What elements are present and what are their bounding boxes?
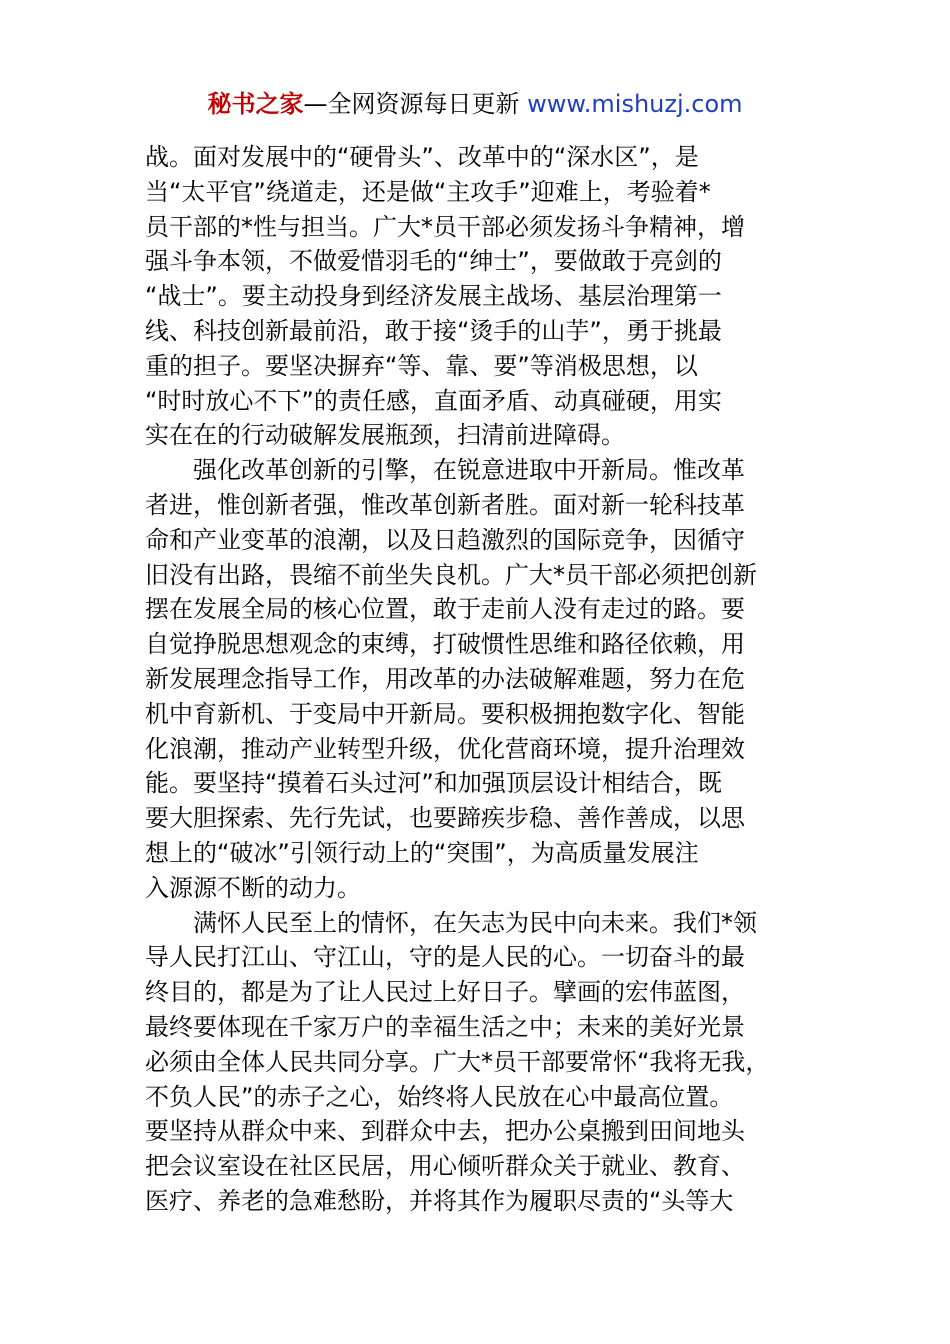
text-line: 终目的，都是为了让人民过上好日子。擘画的宏伟蓝图，	[145, 978, 745, 1007]
text-line: 命和产业变革的浪潮，以及日趋激烈的国际竞争，因循守	[145, 525, 745, 554]
text-line: 强化改革创新的引擎，在锐意进取中开新局。惟改革	[193, 456, 745, 485]
text-line: 不负人民”的赤子之心，始终将人民放在心中最高位置。	[145, 1082, 734, 1111]
text-line: 实在在的行动破解发展瓶颈，扫清前进障碍。	[145, 421, 625, 450]
text-line: 能。要坚持“摸着石头过河”和加强顶层设计相结合，既	[145, 769, 722, 798]
text-line: 当“太平官”绕道走，还是做“主攻手”迎难上，考验着*	[145, 177, 711, 206]
text-line: 满怀人民至上的情怀，在矢志为民中向未来。我们*领	[193, 908, 757, 937]
text-line: 新发展理念指导工作，用改革的办法破解难题，努力在危	[145, 664, 745, 693]
text-line: 必须由全体人民共同分享。广大*员干部要常怀“我将无我，	[145, 1047, 770, 1076]
brand-name: 秘书之家	[207, 90, 304, 118]
text-line: 者进，惟创新者强，惟改革创新者胜。面对新一轮科技革	[145, 490, 745, 519]
document-body	[145, 140, 805, 1219]
text-line: 战。面对发展中的“硬骨头”、改革中的“深水区”，是	[145, 143, 699, 171]
text-line: 旧没有出路，畏缩不前坐失良机。广大*员干部必须把创新	[145, 560, 757, 589]
text-line: 摆在发展全局的核心位置，敢于走前人没有走过的路。要	[145, 595, 745, 624]
text-line: 自觉挣脱思想观念的束缚，打破惯性思维和路径依赖，用	[145, 630, 745, 659]
text-line: 线、科技创新最前沿，敢于接“烫手的山芋”，勇于挑最	[145, 316, 722, 345]
header-tagline: —全网资源每日更新	[303, 90, 528, 118]
text-line: 想上的“破冰”引领行动上的“突围”，为高质量发展注	[145, 838, 699, 867]
page-header	[0, 88, 950, 120]
text-line: 机中育新机、于变局中开新局。要积极拥抱数字化、智能	[145, 699, 745, 728]
text-line: 重的担子。要坚决摒弃“等、靠、要”等消极思想，以	[145, 351, 698, 380]
text-line: 最终要体现在千家万户的幸福生活之中；未来的美好光景	[145, 1012, 745, 1041]
text-line: 把会议室设在社区民居，用心倾听群众关于就业、教育、	[145, 1152, 745, 1181]
text-line: 导人民打江山、守江山，守的是人民的心。一切奋斗的最	[145, 943, 745, 972]
text-line: “时时放心不下”的责任感，直面矛盾、动真碰硬，用实	[145, 386, 722, 415]
text-line: 入源源不断的动力。	[145, 873, 361, 902]
text-line: 医疗、养老的急难愁盼，并将其作为履职尽责的“头等大	[145, 1186, 734, 1215]
text-line: 强斗争本领，不做爱惜羽毛的“绅士”，要做敢于亮剑的	[145, 247, 722, 276]
text-line: “战士”。要主动投身到经济发展主战场、基层治理第一	[145, 282, 722, 311]
text-line: 化浪潮，推动产业转型升级，优化营商环境，提升治理效	[145, 734, 745, 763]
text-line: 要坚持从群众中来、到群众中去，把办公桌搬到田间地头	[145, 1117, 745, 1146]
text-line: 要大胆探索、先行先试，也要蹄疾步稳、善作善成，以思	[145, 804, 745, 833]
site-url-link[interactable]: www.mishuzj.com	[527, 90, 743, 118]
text-line: 员干部的*性与担当。广大*员干部必须发扬斗争精神，增	[145, 212, 745, 241]
